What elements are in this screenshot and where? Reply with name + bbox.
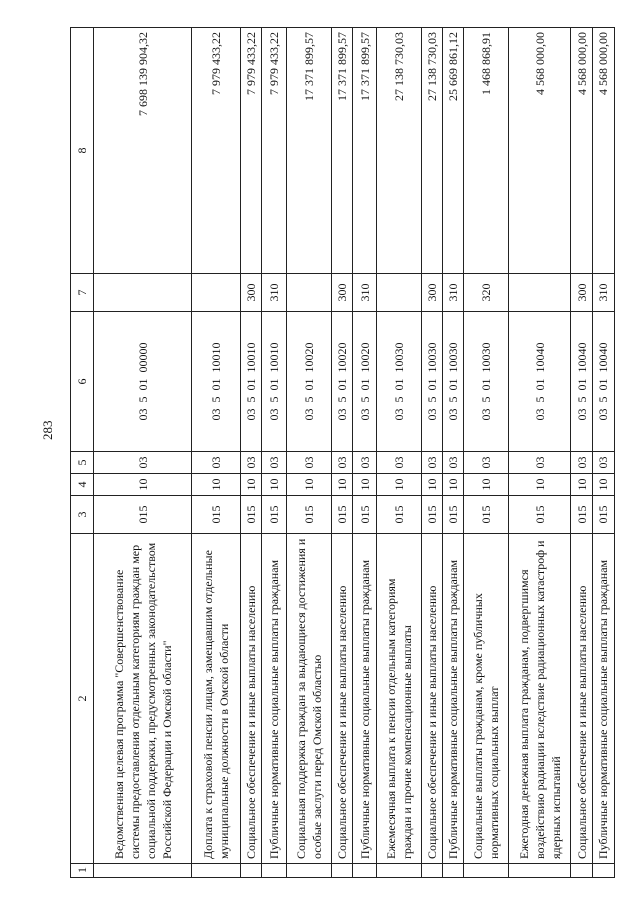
header-col-4: 4 [71, 474, 94, 496]
row-target-code-cell: 03 5 01 10020 [286, 312, 331, 452]
row-section-cell: 10 [571, 474, 592, 496]
row-admin-code-cell: 015 [508, 496, 570, 534]
header-col-8: 8 [71, 28, 94, 274]
budget-table [70, 27, 615, 878]
row-amount-cell: 17 371 899,57 [286, 28, 331, 274]
row-section-cell: 10 [421, 474, 442, 496]
row-subsection-cell: 03 [331, 452, 352, 474]
row-admin-code-cell: 015 [464, 496, 509, 534]
row-expense-type-cell: 300 [241, 274, 262, 312]
row-number-cell [331, 864, 352, 878]
row-subsection-cell: 03 [286, 452, 331, 474]
row-section-cell: 10 [592, 474, 614, 496]
row-admin-code-cell: 015 [241, 496, 262, 534]
row-number-cell [286, 864, 331, 878]
row-section-cell: 10 [286, 474, 331, 496]
row-name-cell: Социальные выплаты гражданам, кроме публичных нормативных социальных выплат [464, 534, 509, 864]
header-col-5: 5 [71, 452, 94, 474]
row-subsection-cell: 03 [377, 452, 422, 474]
row-amount-cell: 27 138 730,03 [377, 28, 422, 274]
row-name-cell: Ежемесячная выплата к пенсии отдельным категориям граждан и прочие компенсационные выплаты [377, 534, 422, 864]
row-name-cell: Ведомственная целевая программа "Совершенствование системы предоставления отдельным категориям граждан мер социальной поддержки, предусмотренных законодательством Российской Федерации и Омской области" [94, 534, 192, 864]
row-number-cell [94, 864, 192, 878]
row-amount-cell: 7 979 433,22 [241, 28, 262, 274]
row-expense-type-cell: 310 [443, 274, 464, 312]
row-subsection-cell: 03 [352, 452, 377, 474]
table-row [443, 28, 464, 878]
table-row [592, 28, 614, 878]
table-row [421, 28, 442, 878]
row-expense-type-cell: 310 [262, 274, 287, 312]
row-name-cell: Публичные нормативные социальные выплаты гражданам [592, 534, 614, 864]
table-row [286, 28, 331, 878]
row-amount-cell: 17 371 899,57 [352, 28, 377, 274]
row-admin-code-cell: 015 [286, 496, 331, 534]
row-expense-type-cell: 310 [592, 274, 614, 312]
row-expense-type-cell [508, 274, 570, 312]
row-target-code-cell: 03 5 01 10020 [352, 312, 377, 452]
table-row [192, 28, 241, 878]
row-expense-type-cell: 320 [464, 274, 509, 312]
row-section-cell: 10 [241, 474, 262, 496]
table-row [241, 28, 262, 878]
row-section-cell: 10 [464, 474, 509, 496]
row-target-code-cell: 03 5 01 10040 [508, 312, 570, 452]
row-subsection-cell: 03 [262, 452, 287, 474]
row-amount-cell: 17 371 899,57 [331, 28, 352, 274]
row-admin-code-cell: 015 [571, 496, 592, 534]
row-number-cell [508, 864, 570, 878]
row-target-code-cell: 03 5 01 10010 [262, 312, 287, 452]
row-subsection-cell: 03 [508, 452, 570, 474]
row-admin-code-cell: 015 [443, 496, 464, 534]
header-col-1: 1 [71, 864, 94, 878]
row-name-cell: Социальное обеспечение и иные выплаты населению [421, 534, 442, 864]
row-amount-cell: 4 568 000,00 [592, 28, 614, 274]
row-admin-code-cell: 015 [262, 496, 287, 534]
row-section-cell: 10 [352, 474, 377, 496]
row-name-cell: Социальная поддержка граждан за выдающиеся достижения и особые заслуги перед Омской областью [286, 534, 331, 864]
row-target-code-cell: 03 5 01 00000 [94, 312, 192, 452]
row-expense-type-cell [377, 274, 422, 312]
header-col-2: 2 [71, 534, 94, 864]
row-section-cell: 10 [508, 474, 570, 496]
header-col-3: 3 [71, 496, 94, 534]
row-section-cell: 10 [377, 474, 422, 496]
row-admin-code-cell: 015 [192, 496, 241, 534]
row-amount-cell: 27 138 730,03 [421, 28, 442, 274]
row-section-cell: 10 [262, 474, 287, 496]
row-admin-code-cell: 015 [377, 496, 422, 534]
row-target-code-cell: 03 5 01 10030 [377, 312, 422, 452]
row-target-code-cell: 03 5 01 10010 [241, 312, 262, 452]
row-number-cell [241, 864, 262, 878]
row-expense-type-cell [94, 274, 192, 312]
row-name-cell: Социальное обеспечение и иные выплаты населению [241, 534, 262, 864]
row-amount-cell: 7 979 433,22 [262, 28, 287, 274]
row-expense-type-cell [286, 274, 331, 312]
row-name-cell: Публичные нормативные социальные выплаты гражданам [262, 534, 287, 864]
row-subsection-cell: 03 [571, 452, 592, 474]
row-target-code-cell: 03 5 01 10020 [331, 312, 352, 452]
row-number-cell [464, 864, 509, 878]
row-amount-cell: 7 698 139 904,32 [94, 28, 192, 274]
row-amount-cell: 1 468 868,91 [464, 28, 509, 274]
row-number-cell [377, 864, 422, 878]
row-number-cell [192, 864, 241, 878]
row-target-code-cell: 03 5 01 10040 [571, 312, 592, 452]
row-number-cell [262, 864, 287, 878]
row-expense-type-cell [192, 274, 241, 312]
table-row [262, 28, 287, 878]
page-number: 283 [40, 420, 55, 440]
row-section-cell: 10 [331, 474, 352, 496]
row-amount-cell: 4 568 000,00 [571, 28, 592, 274]
row-section-cell: 10 [443, 474, 464, 496]
row-number-cell [352, 864, 377, 878]
row-admin-code-cell: 015 [352, 496, 377, 534]
row-subsection-cell: 03 [94, 452, 192, 474]
budget-table-container [70, 28, 615, 878]
row-admin-code-cell: 015 [331, 496, 352, 534]
row-admin-code-cell: 015 [592, 496, 614, 534]
row-expense-type-cell: 300 [331, 274, 352, 312]
table-row [571, 28, 592, 878]
row-target-code-cell: 03 5 01 10040 [592, 312, 614, 452]
row-amount-cell: 7 979 433,22 [192, 28, 241, 274]
row-amount-cell: 25 669 861,12 [443, 28, 464, 274]
table-row [508, 28, 570, 878]
row-amount-cell: 4 568 000,00 [508, 28, 570, 274]
row-name-cell: Публичные нормативные социальные выплаты гражданам [443, 534, 464, 864]
row-expense-type-cell: 300 [571, 274, 592, 312]
row-name-cell: Доплата к страховой пенсии лицам, замещавшим отдельные муниципальные должности в Омской области [192, 534, 241, 864]
row-expense-type-cell: 310 [352, 274, 377, 312]
header-col-6: 6 [71, 312, 94, 452]
header-col-7: 7 [71, 274, 94, 312]
row-admin-code-cell: 015 [421, 496, 442, 534]
row-expense-type-cell: 300 [421, 274, 442, 312]
row-number-cell [592, 864, 614, 878]
row-subsection-cell: 03 [421, 452, 442, 474]
table-row [331, 28, 352, 878]
table-row [352, 28, 377, 878]
row-name-cell: Ежегодная денежная выплата гражданам, подвергшимся воздействию радиации вследствие радиационных катастроф и ядерных испытаний [508, 534, 570, 864]
row-target-code-cell: 03 5 01 10030 [443, 312, 464, 452]
table-row [94, 28, 192, 878]
row-section-cell: 10 [192, 474, 241, 496]
header-row [71, 28, 94, 878]
table-row [377, 28, 422, 878]
row-subsection-cell: 03 [241, 452, 262, 474]
row-target-code-cell: 03 5 01 10030 [464, 312, 509, 452]
row-admin-code-cell: 015 [94, 496, 192, 534]
row-name-cell: Социальное обеспечение и иные выплаты населению [331, 534, 352, 864]
row-subsection-cell: 03 [443, 452, 464, 474]
row-section-cell: 10 [94, 474, 192, 496]
table-row [464, 28, 509, 878]
row-subsection-cell: 03 [464, 452, 509, 474]
row-subsection-cell: 03 [592, 452, 614, 474]
row-number-cell [571, 864, 592, 878]
row-number-cell [443, 864, 464, 878]
row-target-code-cell: 03 5 01 10010 [192, 312, 241, 452]
row-number-cell [421, 864, 442, 878]
row-name-cell: Социальное обеспечение и иные выплаты населению [571, 534, 592, 864]
row-name-cell: Публичные нормативные социальные выплаты гражданам [352, 534, 377, 864]
row-target-code-cell: 03 5 01 10030 [421, 312, 442, 452]
row-subsection-cell: 03 [192, 452, 241, 474]
